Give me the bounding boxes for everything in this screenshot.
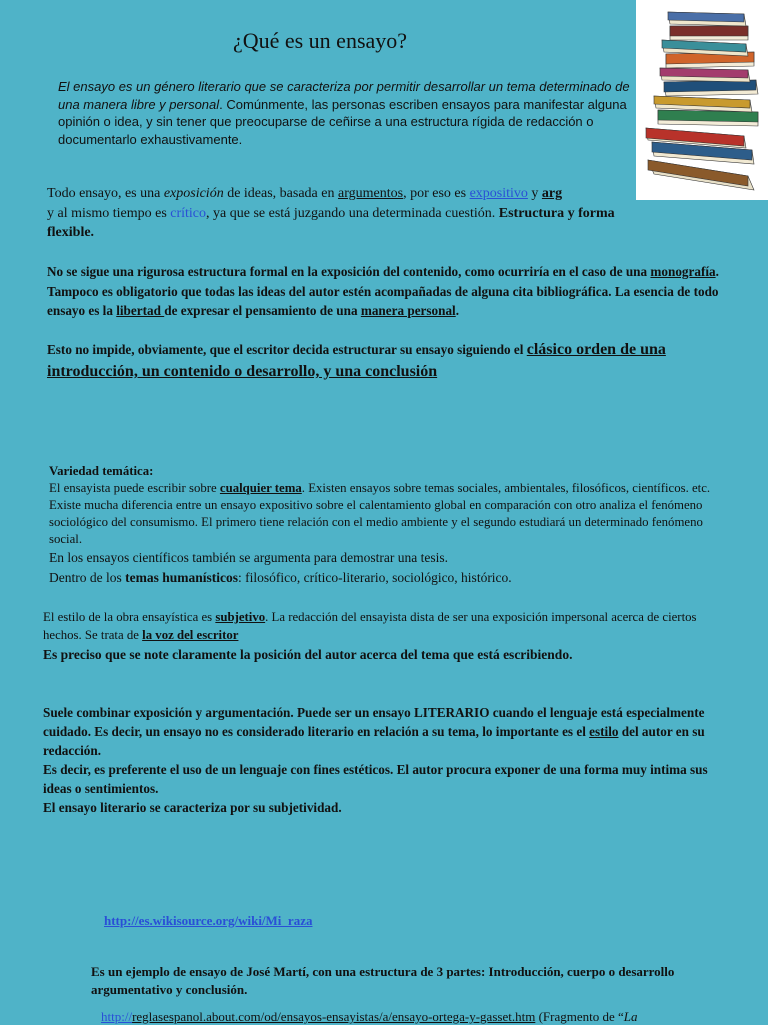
text: de expresar el pensamiento de una xyxy=(164,303,361,318)
link-manera-personal[interactable]: manera personal xyxy=(360,303,456,318)
link-estilo[interactable]: estilo xyxy=(589,724,619,739)
link-voz-del-escritor[interactable]: la voz del escritor xyxy=(142,627,239,642)
stack-of-books-icon xyxy=(636,0,768,200)
temas-humanisticos: temas humanísticos xyxy=(125,570,238,585)
example-description: Es un ejemplo de ensayo de José Martí, con una estructura de 3 partes: Introducción, cuerpo o desarrollo argumentativo y conclusión. xyxy=(91,964,675,997)
text: Esto no impide, obviamente, que el escritor decida estructurar su ensayo siguiendo el xyxy=(47,342,527,357)
text: El estilo de la obra ensayística es xyxy=(43,610,216,624)
text: La xyxy=(623,1009,638,1024)
literario-line-3: El ensayo literario se caracteriza por su subjetividad. xyxy=(43,800,342,815)
text: Dentro de los xyxy=(49,570,126,585)
link-expositivo[interactable]: expositivo xyxy=(469,186,528,201)
books-image xyxy=(636,0,768,200)
variedad-line-1 xyxy=(49,480,719,497)
text: y xyxy=(527,186,542,201)
variedad-line-3: En los ensayos científicos también se argumenta para demostrar una tesis. xyxy=(49,550,449,565)
text: El ensayista puede escribir sobre xyxy=(49,481,220,495)
estilo-bold-line: Es preciso que se note claramente la posición del autor acerca del tema que está escribiendo. xyxy=(43,647,573,662)
paragraph-expositivo xyxy=(47,184,637,243)
intro-paragraph xyxy=(58,78,638,148)
variedad-heading: Variedad temática: xyxy=(49,464,154,478)
page-title: ¿Qué es un ensayo? xyxy=(232,28,408,53)
literario-line-1 xyxy=(43,703,733,760)
text: del autor en su redacción. xyxy=(43,724,705,758)
variedad-section xyxy=(49,463,719,587)
paragraph-estructura xyxy=(47,262,727,321)
source-line xyxy=(101,1009,638,1025)
text: No se sigue una rigurosa estructura formal en la exposición del contenido, como ocurriría en el caso de una xyxy=(47,264,651,279)
text: . La redacción del ensayista dista de ser una exposición impersonal acerca de ciertos hechos. Se trata de xyxy=(43,610,697,642)
variedad-line-2: Existe mucha diferencia entre un ensayo expositivo sobre el calentamiento global en comparación con otro analiza el fenómeno sociológico del consumismo. El primero tiene relación con el medio ambiente y el segundo estudiará un determinado fenómeno social. xyxy=(49,498,703,546)
text: y al mismo tiempo es xyxy=(47,205,171,221)
intro-italic: El ensayo es un género literario que se caracteriza por permitir desarrollar un tema determinado de una manera libre y personal xyxy=(58,79,630,112)
link-monografia[interactable]: monografía xyxy=(650,264,716,279)
link-subjetivo[interactable]: subjetivo xyxy=(215,610,266,624)
text: . xyxy=(455,303,460,318)
link-reglasespanol[interactable]: reglasespanol.about.com/od/ensayos-ensayistas/a/ensayo-ortega-y-gasset.htm xyxy=(132,1009,536,1024)
link-cualquier-tema[interactable]: cualquier tema xyxy=(219,481,302,495)
link-libertad[interactable]: libertad xyxy=(116,303,165,318)
variedad-line-4 xyxy=(49,568,719,587)
link-argumentativo[interactable]: arg xyxy=(541,186,563,201)
text: , por eso es xyxy=(403,186,470,201)
text: de ideas, basada en xyxy=(223,186,338,201)
paragraph-clasico xyxy=(47,339,727,383)
word-exposicion: exposición xyxy=(163,186,224,201)
estilo-section xyxy=(43,609,733,665)
word-critico: crítico xyxy=(170,205,207,221)
link-wikisource[interactable]: http://es.wikisource.org/wiki/Mi_raza xyxy=(104,913,313,928)
literario-section xyxy=(43,703,733,817)
intro-rest: . Comúnmente, las personas escriben ensayos para manifestar alguna opinión o idea, y sin tener que preocuparse de ceñirse a una estructura rígida de redacción o documentarlo exhaustivamente. xyxy=(58,96,627,147)
text: . Tampoco es obligatorio que todas las ideas del autor estén acompañadas de alguna cita bibliográfica. La esencia de todo ensayo es la xyxy=(47,264,719,318)
text: : filosófico, crítico-literario, sociológico, histórico. xyxy=(238,570,512,585)
text: (Fragmento de “ xyxy=(535,1009,624,1024)
text: Suele combinar exposición y argumentación. Puede ser un ensayo LITERARIO cuando el lenguaje está especialmente cuidado. Es decir, un ensayo no es considerado literario en relación a su tema, lo importante es el xyxy=(43,705,705,739)
link-http[interactable]: http:// xyxy=(101,1009,133,1024)
link-argumentos[interactable]: argumentos xyxy=(338,186,404,201)
estilo-line xyxy=(43,609,733,644)
text: . Existen ensayos sobre temas sociales, ambientales, filosóficos, científicos. etc. xyxy=(301,481,711,495)
literario-line-2: Es decir, es preferente el uso de un lenguaje con fines estéticos. El autor procura exponer de una forma muy intima sus ideas o sentimientos. xyxy=(43,762,708,796)
link-clasico-orden[interactable]: clásico orden de una introducción, un contenido o desarrollo, y una conclusión xyxy=(47,341,666,380)
text: , ya que se está juzgando una determinada cuestión. xyxy=(206,205,499,221)
text: Todo ensayo, es una xyxy=(47,186,164,201)
estructura-bold: Estructura y forma flexible. xyxy=(47,205,615,240)
